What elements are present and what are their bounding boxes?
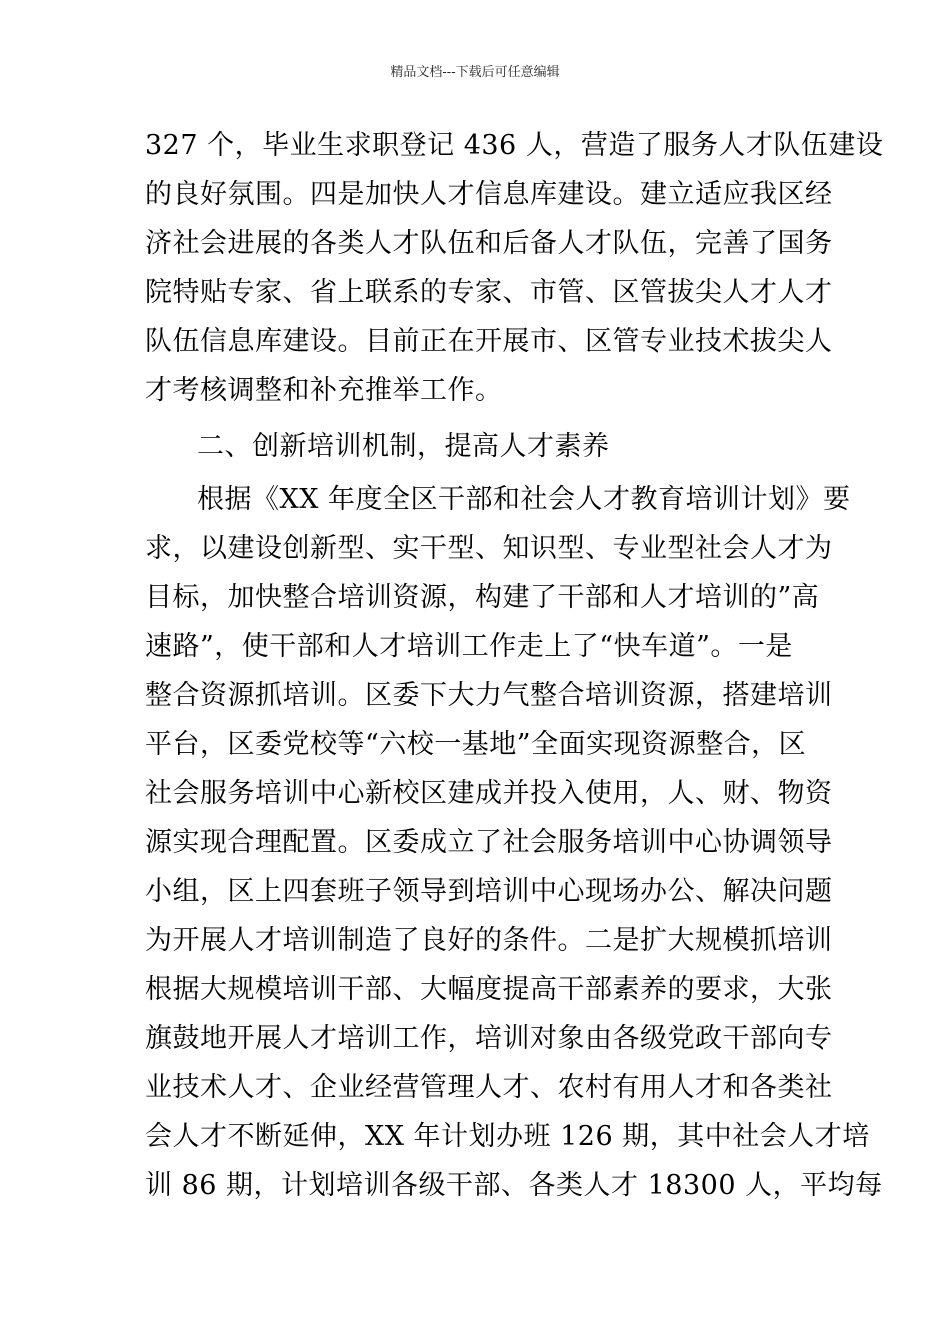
text-line: 源实现合理配置。区委成立了社会服务培训中心协调领导 [145,827,833,858]
text-line: 小组，区上四套班子领导到培训中心现场办公、解决问题 [145,876,833,907]
text-line: 旗鼓地开展人才培训工作，培训对象由各级党政干部向专 [145,1023,833,1054]
text-line: 327 个，毕业生求职登记 436 人，营造了服务人才队伍建设 [145,130,884,161]
page-header: 精品文档---下载后可任意编辑 [390,65,560,80]
text-line: 平台，区委党校等“六校一基地”全面实现资源整合，区 [145,729,807,760]
text-line: 速路”，使干部和人才培训工作走上了“快车道”。一是 [145,631,793,662]
text-line: 队伍信息库建设。目前正在开展市、区管专业技术拔尖人 [145,326,833,357]
text-line: 才考核调整和补充推举工作。 [145,375,503,406]
text-line: 整合资源抓培训。区委下大力气整合培训资源，搭建培训 [145,680,833,711]
text-line: 根据大规模培训干部、大幅度提高干部素养的要求，大张 [145,974,833,1005]
text-line: 业技术人才、企业经营管理人才、农村有用人才和各类社 [145,1072,833,1103]
text-line: 院特贴专家、省上联系的专家、市管、区管拔尖人才人才 [145,277,833,308]
text-line: 会人才不断延伸，XX 年计划办班 126 期，其中社会人才培 [145,1121,870,1152]
text-line: 济社会进展的各类人才队伍和后备人才队伍，完善了国务 [145,228,833,259]
text-line: 根据《XX 年度全区干部和社会人才教育培训计划》要 [197,484,851,515]
text-line: 的良好氛围。四是加快人才信息库建设。建立适应我区经 [145,179,833,210]
text-line: 训 86 期，计划培训各级干部、各类人才 18300 人，平均每 [145,1170,883,1201]
text-line: 求，以建设创新型、实干型、知识型、专业型社会人才为 [145,533,833,564]
section-heading: 二、创新培训机制，提高人才素养 [197,431,610,462]
text-line: 目标，加快整合培训资源，构建了干部和人才培训的”高 [145,582,820,613]
text-line: 社会服务培训中心新校区建成并投入使用，人、财、物资 [145,778,833,809]
text-line: 为开展人才培训制造了良好的条件。二是扩大规模抓培训 [145,925,833,956]
